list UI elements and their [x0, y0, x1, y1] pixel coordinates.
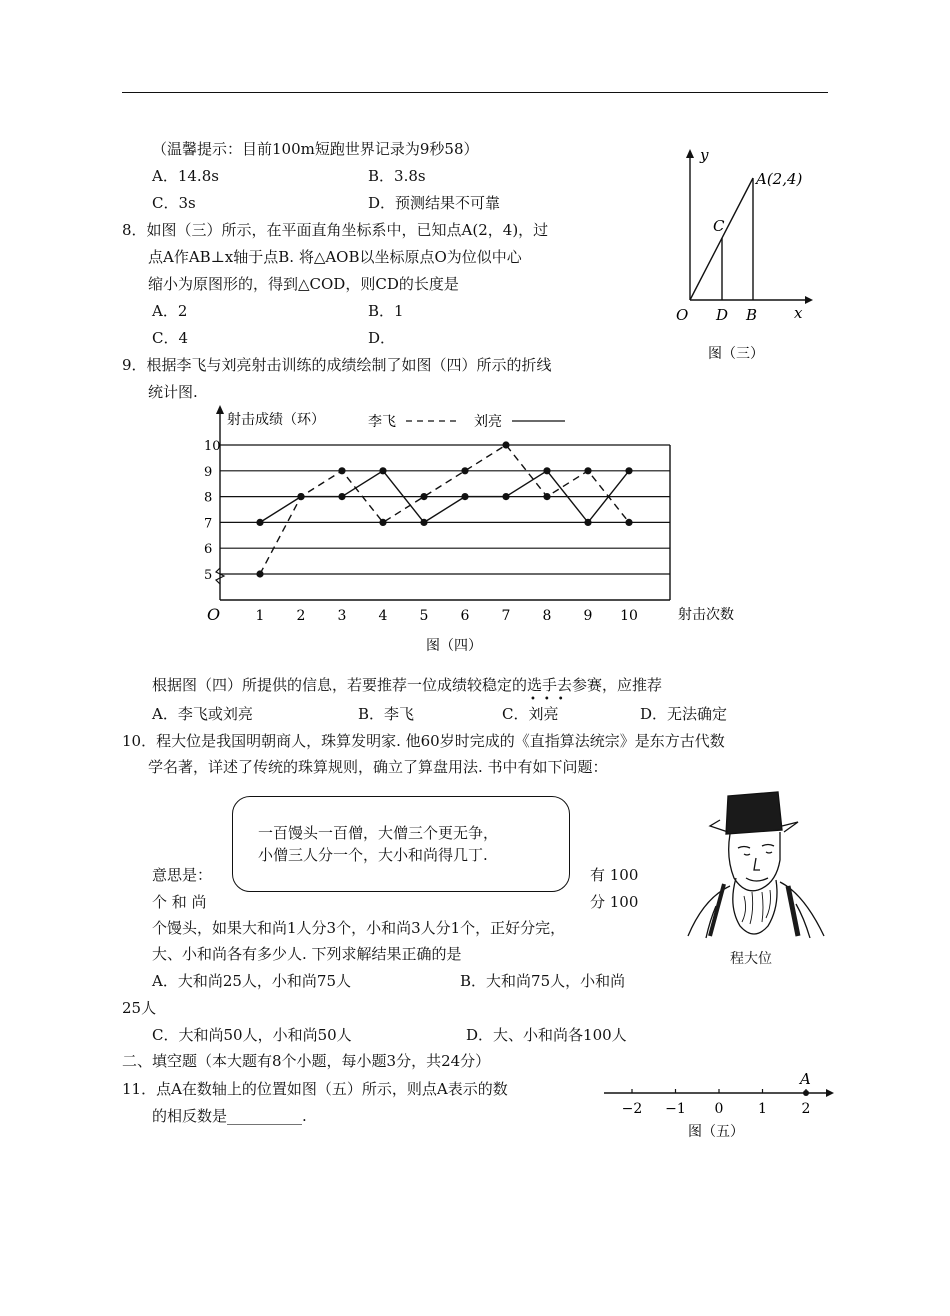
- fig3-label-C: C: [713, 217, 725, 235]
- point-li-fei-4: [379, 519, 386, 526]
- point-liu-liang-1: [256, 519, 263, 526]
- fig3-label-x: x: [794, 304, 803, 322]
- point-liu-liang-4: [379, 467, 386, 474]
- xtick-label-1: 1: [255, 608, 265, 624]
- xtick-label-2: 2: [296, 608, 306, 624]
- number-line-tick-label: −1: [665, 1101, 686, 1117]
- point-A-dot: [803, 1090, 809, 1096]
- point-li-fei-7: [502, 441, 509, 448]
- q10-line2: 学名著，详述了传统的珠算规则，确立了算盘用法. 书中有如下问题：: [148, 758, 608, 776]
- chart-caption: 图（四）: [426, 638, 482, 654]
- xtick-label-10: 10: [620, 608, 638, 624]
- q8-line3: 缩小为原图形的，得到△COD，则CD的长度是: [148, 275, 459, 293]
- q10-option-c: C．大和尚50人，小和尚50人: [152, 1026, 352, 1044]
- portrait-caption: 程大位: [730, 951, 772, 967]
- q9-option-b: B．李飞: [358, 705, 415, 723]
- fig3-label-A: A(2,4): [756, 170, 803, 188]
- point-li-fei-3: [338, 467, 345, 474]
- q7-hint: （温馨提示：目前100m短跑世界记录为9秒58）: [152, 140, 479, 158]
- q8-option-a: A．2: [152, 302, 188, 320]
- fig3-label-B: B: [746, 306, 758, 324]
- number-line-arrow: [826, 1089, 834, 1097]
- number-line-tick-label: 1: [758, 1101, 767, 1117]
- point-li-fei-5: [420, 493, 427, 500]
- q7-option-c: C．3s: [152, 194, 196, 212]
- ytick-label-6: 6: [204, 542, 213, 558]
- xtick-label-3: 3: [337, 608, 347, 624]
- xtick-label-6: 6: [460, 608, 470, 624]
- number-line-tick-label: 0: [714, 1101, 724, 1117]
- fig5-caption: 图（五）: [688, 1124, 744, 1140]
- fig3-label-D: D: [716, 306, 729, 324]
- ytick-label-10: 10: [204, 439, 221, 454]
- q10-meaning-a: 意思是：: [152, 866, 213, 884]
- q9-option-a: A．李飞或刘亮: [152, 705, 253, 723]
- point-liu-liang-6: [461, 493, 468, 500]
- q10-line4: 大、小和尚各有多少人. 下列求解结果正确的是: [152, 945, 462, 963]
- xtick-label-7: 7: [501, 608, 511, 624]
- q7-option-b: B．3.8s: [368, 167, 426, 185]
- legend-liu-label: 刘亮: [474, 414, 502, 430]
- q9-follow-text: 根据图（四）所提供的信息，若要推荐一位成绩较稳定的选手去参赛，应推荐: [152, 676, 663, 694]
- point-li-fei-6: [461, 467, 468, 474]
- point-liu-liang-9: [584, 519, 591, 526]
- ytick-label-5: 5: [204, 568, 213, 583]
- figure-5-number-line: [600, 1068, 840, 1148]
- q11-line1: 11．点A在数轴上的位置如图（五）所示，则点A表示的数: [122, 1080, 508, 1098]
- fig3-label-y: y: [700, 146, 709, 164]
- point-li-fei-1: [256, 570, 263, 577]
- q10-meaning-c: 个 和 尚: [152, 893, 207, 911]
- number-line-tick-label: 2: [801, 1101, 811, 1117]
- q9-line1: 9．根据李飞与刘亮射击训练的成绩绘制了如图（四）所示的折线: [122, 356, 552, 374]
- number-line-tick-label: −2: [621, 1101, 643, 1117]
- chart-ylabel: 射击成绩（环）: [227, 412, 325, 428]
- q10-option-b: B．大和尚75人，小和尚: [460, 972, 626, 990]
- q7-option-d: D．预测结果不可靠: [368, 194, 501, 212]
- legend-li-label: 李飞: [368, 414, 396, 430]
- fig3-caption: 图（三）: [708, 346, 764, 362]
- ytick-label-8: 8: [204, 490, 213, 506]
- point-li-fei-8: [543, 493, 550, 500]
- chart-origin-label: O: [207, 605, 221, 624]
- q8-option-b: B．1: [368, 302, 404, 320]
- q10-option-b-cont: 25人: [122, 999, 157, 1017]
- point-liu-liang-2: [297, 493, 304, 500]
- point-liu-liang-5: [420, 519, 427, 526]
- point-li-fei-9: [584, 467, 591, 474]
- point-liu-liang-10: [625, 467, 632, 474]
- q10-option-d: D．大、小和尚各100人: [466, 1026, 627, 1044]
- q10-option-a: A．大和尚25人，小和尚75人: [152, 972, 352, 990]
- point-liu-liang-3: [338, 493, 345, 500]
- q11-line2: 的相反数是__________.: [152, 1107, 307, 1125]
- q10-line3: 个馒头，如果大和尚1人分3个，小和尚3人分1个，正好分完，: [152, 919, 566, 937]
- q7-option-a: A．14.8s: [152, 167, 219, 185]
- q9-option-c: C．刘亮: [502, 705, 559, 723]
- xtick-label-8: 8: [542, 608, 552, 624]
- xtick-label-5: 5: [419, 608, 429, 624]
- header-rule: [122, 92, 828, 93]
- point-li-fei-10: [625, 519, 632, 526]
- point-A-label: A: [800, 1070, 811, 1088]
- poem-line2: 小僧三人分一个，大小和尚得几丁.: [258, 846, 488, 864]
- figure-3: [650, 140, 820, 370]
- q9-line2: 统计图.: [148, 383, 198, 401]
- point-liu-liang-7: [502, 493, 509, 500]
- ytick-label-7: 7: [204, 516, 213, 532]
- figure-4-line-chart: [200, 400, 760, 660]
- fig3-label-O: O: [676, 306, 689, 324]
- q8-option-c: C．4: [152, 329, 189, 347]
- q10-line1: 10．程大位是我国明朝商人，珠算发明家. 他60岁时完成的《直指算法统宗》是东方古代数: [122, 732, 725, 750]
- xtick-label-9: 9: [583, 608, 593, 624]
- chart-xlabel: 射击次数: [678, 607, 734, 623]
- q8-line2: 点A作AB⊥x轴于点B. 将△AOB以坐标原点O为位似中心: [148, 248, 522, 266]
- poem-line1: 一百馒头一百僧，大僧三个更无争，: [258, 824, 499, 842]
- fig3-y-arrow: [686, 149, 694, 158]
- q9-option-d: D．无法确定: [640, 705, 728, 723]
- point-liu-liang-8: [543, 467, 550, 474]
- emphasis-dots: •••: [530, 694, 572, 705]
- section-2-title: 二、填空题（本大题有8个小题，每小题3分，共24分）: [122, 1052, 491, 1070]
- fig3-x-arrow: [805, 296, 813, 304]
- q8-line1: 8．如图（三）所示，在平面直角坐标系中，已知点A(2，4)，过: [122, 221, 549, 239]
- ytick-label-9: 9: [204, 464, 213, 480]
- q10-meaning-b: 有 100: [590, 866, 639, 884]
- xtick-label-4: 4: [378, 608, 388, 624]
- q10-meaning-d: 分 100: [590, 893, 639, 911]
- q8-option-d: D．: [368, 329, 396, 347]
- cheng-dawei-portrait: [680, 786, 830, 946]
- chart-y-arrow: [216, 405, 224, 414]
